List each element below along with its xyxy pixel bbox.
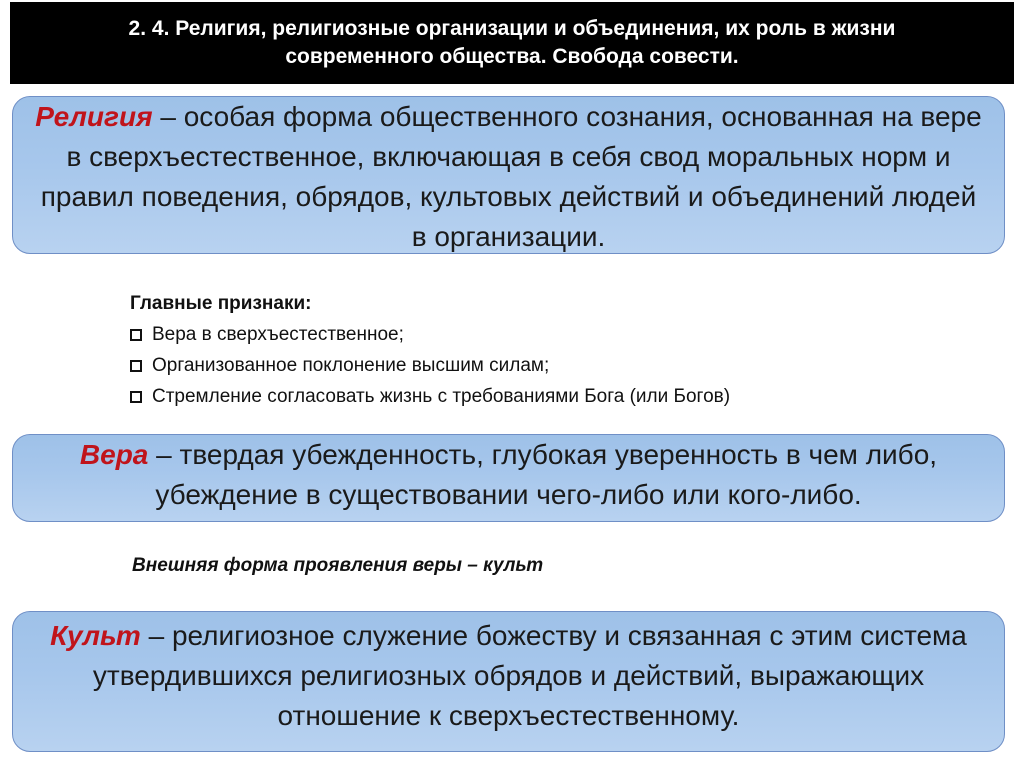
main-features-list — [130, 319, 930, 412]
cult-note: Внешняя форма проявления веры – культ — [132, 555, 544, 576]
feature-item — [130, 319, 930, 350]
slide-title-bar — [10, 2, 1014, 84]
main-features-block — [130, 288, 930, 412]
checkbox-bullet-icon — [130, 329, 142, 341]
slide-title-line-1: 2. 4. Религия, религиозные организации и объединения, их роль в жизни — [128, 17, 896, 40]
main-features-title: Главные признаки: — [130, 293, 312, 314]
definition-term-faith: Вера — [79, 439, 149, 470]
feature-item — [130, 381, 930, 412]
feature-item-text: Вера в сверхъестественное; — [152, 324, 404, 345]
definition-text-faith: – твердая убежденность, глубокая уверенность в чем либо, убеждение в существовании чего-либо или кого-либо. — [148, 439, 938, 510]
definition-text-religion: – особая форма общественного сознания, основанная на вере в сверхъестественное, включающая в себя свод моральных норм и правил поведения, обрядов, культовых действий и объединений людей в организации. — [40, 101, 982, 252]
feature-item-text: Организованное поклонение высшим силам; — [152, 355, 550, 376]
feature-item-text: Стремление согласовать жизнь с требованиями Бога (или Богов) — [152, 386, 731, 407]
definition-term-religion: Религия — [35, 101, 153, 132]
slide-title-line-2: современного общества. Свобода совести. — [285, 45, 739, 68]
definition-term-cult: Культ — [50, 620, 141, 651]
checkbox-bullet-icon — [130, 360, 142, 372]
definition-box-cult — [12, 611, 1005, 752]
definition-box-faith — [12, 434, 1005, 522]
definition-text-cult: – религиозное служение божеству и связанная с этим система утвердившихся религиозных обрядов и действий, выражающих отношение к сверхъестественному. — [92, 620, 967, 731]
feature-item — [130, 350, 930, 381]
checkbox-bullet-icon — [130, 391, 142, 403]
definition-box-religion — [12, 96, 1005, 254]
